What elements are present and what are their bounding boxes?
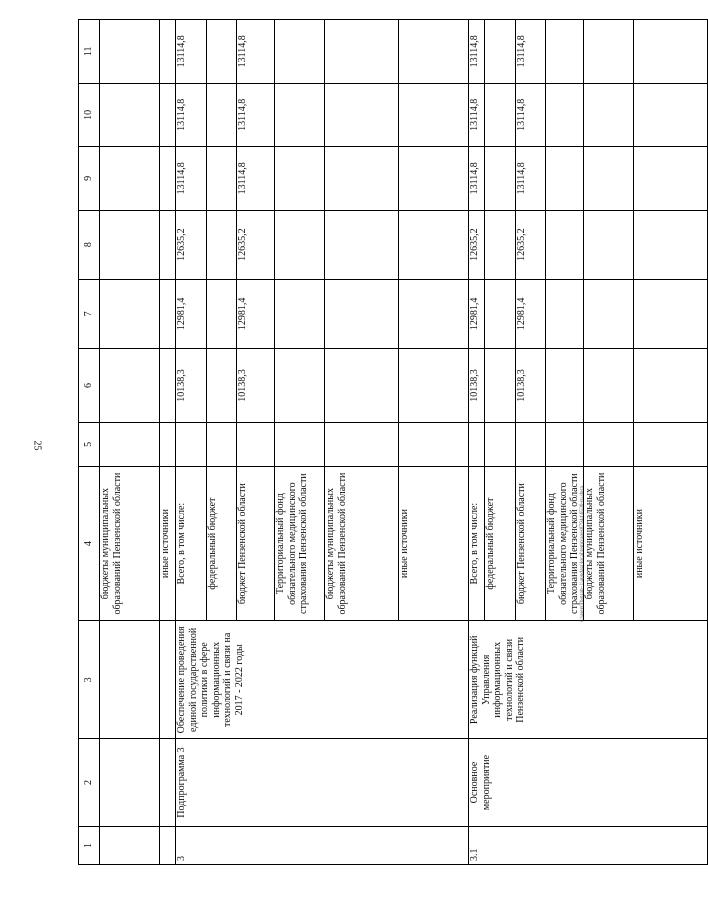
- table-cell: [160, 826, 176, 864]
- column-number: 9: [79, 147, 100, 210]
- funding-source: федеральный бюджет: [207, 466, 237, 621]
- amount-cell: [634, 210, 708, 279]
- amount-cell: [325, 279, 399, 348]
- table-cell: [100, 422, 160, 466]
- amount-cell: 13114,8: [176, 147, 207, 210]
- table-cell: [160, 739, 176, 827]
- amount-cell: [469, 422, 485, 466]
- table-cell: [160, 422, 176, 466]
- amount-cell: 13114,8: [469, 147, 485, 210]
- table-cell: [160, 20, 176, 84]
- amount-cell: [634, 83, 708, 146]
- table-cell: [160, 210, 176, 279]
- column-number: 5: [79, 422, 100, 466]
- program-name: Основное мероприятие: [469, 739, 708, 827]
- amount-cell: [584, 147, 634, 210]
- funding-source: федеральный бюджет: [485, 466, 516, 621]
- amount-cell: [634, 279, 708, 348]
- column-number: 1: [79, 826, 100, 864]
- amount-cell: 12635,2: [469, 210, 485, 279]
- amount-cell: [399, 83, 469, 146]
- funding-source: Территориальный фонд обязательного медицинского страхования Пензенской области: [275, 466, 325, 621]
- amount-cell: 13114,8: [237, 83, 275, 146]
- amount-cell: [485, 349, 516, 423]
- amount-cell: 13114,8: [469, 20, 485, 84]
- amount-cell: [325, 349, 399, 423]
- table-cell: [160, 349, 176, 423]
- amount-cell: [584, 210, 634, 279]
- amount-cell: [325, 83, 399, 146]
- amount-cell: [237, 422, 275, 466]
- table-row: [176, 20, 207, 865]
- funding-source: Территориальный фонд обязательного медицинского страхования Пензенской области: [546, 466, 584, 621]
- file-path-footer: c:\users\rbotrab~1\appdata\local\temp\aoes87944\6530-ru.docx: [579, 485, 585, 622]
- funding-source: бюджеты муниципальных образований Пензенской области: [325, 466, 399, 621]
- funding-source: иные источники: [160, 466, 176, 621]
- funding-source: иные источники: [634, 466, 708, 621]
- amount-cell: [584, 83, 634, 146]
- header-row: [79, 20, 100, 865]
- row-number: 3: [176, 826, 469, 864]
- amount-cell: [207, 83, 237, 146]
- table-cell: [100, 279, 160, 348]
- amount-cell: [275, 83, 325, 146]
- amount-cell: [546, 210, 584, 279]
- column-number: 11: [79, 20, 100, 84]
- amount-cell: [207, 279, 237, 348]
- amount-cell: [207, 20, 237, 84]
- column-number: 4: [79, 466, 100, 621]
- amount-cell: [546, 83, 584, 146]
- table-cell: [160, 83, 176, 146]
- amount-cell: 10138,3: [176, 349, 207, 423]
- amount-cell: [275, 279, 325, 348]
- amount-cell: [275, 147, 325, 210]
- funding-source: Всего, в том числе:: [176, 466, 207, 621]
- amount-cell: [485, 279, 516, 348]
- amount-cell: [485, 147, 516, 210]
- amount-cell: [325, 20, 399, 84]
- amount-cell: [325, 147, 399, 210]
- funding-source: бюджет Пензенской области: [516, 466, 546, 621]
- amount-cell: [275, 210, 325, 279]
- amount-cell: 12635,2: [237, 210, 275, 279]
- amount-cell: 13114,8: [516, 147, 546, 210]
- amount-cell: 13114,8: [516, 20, 546, 84]
- amount-cell: 12981,4: [469, 279, 485, 348]
- amount-cell: [634, 20, 708, 84]
- amount-cell: [207, 422, 237, 466]
- amount-cell: [634, 147, 708, 210]
- amount-cell: [399, 20, 469, 84]
- page-number: 25: [31, 440, 43, 451]
- table-cell: [160, 621, 176, 739]
- amount-cell: [399, 422, 469, 466]
- amount-cell: 13114,8: [469, 83, 485, 146]
- amount-cell: 13114,8: [237, 20, 275, 84]
- continuation-row: [100, 20, 160, 865]
- table-cell: [100, 147, 160, 210]
- amount-cell: [207, 147, 237, 210]
- row-number: 3.1: [469, 826, 708, 864]
- column-number: 10: [79, 83, 100, 146]
- table-body: [79, 20, 708, 865]
- funding-source: Всего, в том числе:: [469, 466, 485, 621]
- amount-cell: 10138,3: [469, 349, 485, 423]
- amount-cell: 12981,4: [176, 279, 207, 348]
- amount-cell: [399, 349, 469, 423]
- amount-cell: [516, 422, 546, 466]
- table-cell: [100, 349, 160, 423]
- amount-cell: [399, 279, 469, 348]
- column-number: 3: [79, 621, 100, 739]
- amount-cell: [634, 349, 708, 423]
- amount-cell: [325, 210, 399, 279]
- amount-cell: [485, 83, 516, 146]
- amount-cell: 13114,8: [176, 83, 207, 146]
- amount-cell: [325, 422, 399, 466]
- amount-cell: [399, 210, 469, 279]
- funding-source: бюджеты муниципальных образований Пензенской области: [584, 466, 634, 621]
- amount-cell: 10138,3: [516, 349, 546, 423]
- funding-source: бюджеты муниципальных образований Пензенской области: [100, 466, 160, 621]
- amount-cell: [584, 349, 634, 423]
- column-number: 7: [79, 279, 100, 348]
- amount-cell: [584, 20, 634, 84]
- continuation-row: [160, 20, 176, 865]
- amount-cell: [275, 349, 325, 423]
- table-cell: [160, 279, 176, 348]
- table-cell: [100, 621, 160, 739]
- amount-cell: [275, 20, 325, 84]
- amount-cell: 12981,4: [237, 279, 275, 348]
- amount-cell: [275, 422, 325, 466]
- amount-cell: [485, 210, 516, 279]
- amount-cell: [546, 279, 584, 348]
- amount-cell: [546, 147, 584, 210]
- table-cell: [100, 83, 160, 146]
- amount-cell: [485, 20, 516, 84]
- amount-cell: 13114,8: [176, 20, 207, 84]
- amount-cell: [485, 422, 516, 466]
- amount-cell: [399, 147, 469, 210]
- amount-cell: [546, 20, 584, 84]
- column-number: 8: [79, 210, 100, 279]
- amount-cell: 12635,2: [176, 210, 207, 279]
- table-cell: [160, 147, 176, 210]
- funding-source: бюджет Пензенской области: [237, 466, 275, 621]
- table-cell: [100, 20, 160, 84]
- amount-cell: [207, 210, 237, 279]
- column-number: 6: [79, 349, 100, 423]
- funding-source: иные источники: [399, 466, 469, 621]
- amount-cell: [634, 422, 708, 466]
- program-name: Подпрограмма 3: [176, 739, 469, 827]
- table-cell: [100, 739, 160, 827]
- program-description: Обеспечение проведения единой государственной политики в сфере информационных технологий и связи на 2017 - 2022 годы: [176, 621, 469, 739]
- program-description: Реализация функций Управления информационных технологий и связи Пензенской области: [469, 621, 708, 739]
- amount-cell: [207, 349, 237, 423]
- amount-cell: 12635,2: [516, 210, 546, 279]
- amount-cell: [584, 279, 634, 348]
- table-cell: [100, 210, 160, 279]
- amount-cell: 13114,8: [237, 147, 275, 210]
- amount-cell: [584, 422, 634, 466]
- column-number: 2: [79, 739, 100, 827]
- table-row: [469, 20, 485, 865]
- amount-cell: 13114,8: [516, 83, 546, 146]
- budget-table: [78, 19, 708, 865]
- table-cell: [100, 826, 160, 864]
- amount-cell: 10138,3: [237, 349, 275, 423]
- amount-cell: [176, 422, 207, 466]
- amount-cell: 12981,4: [516, 279, 546, 348]
